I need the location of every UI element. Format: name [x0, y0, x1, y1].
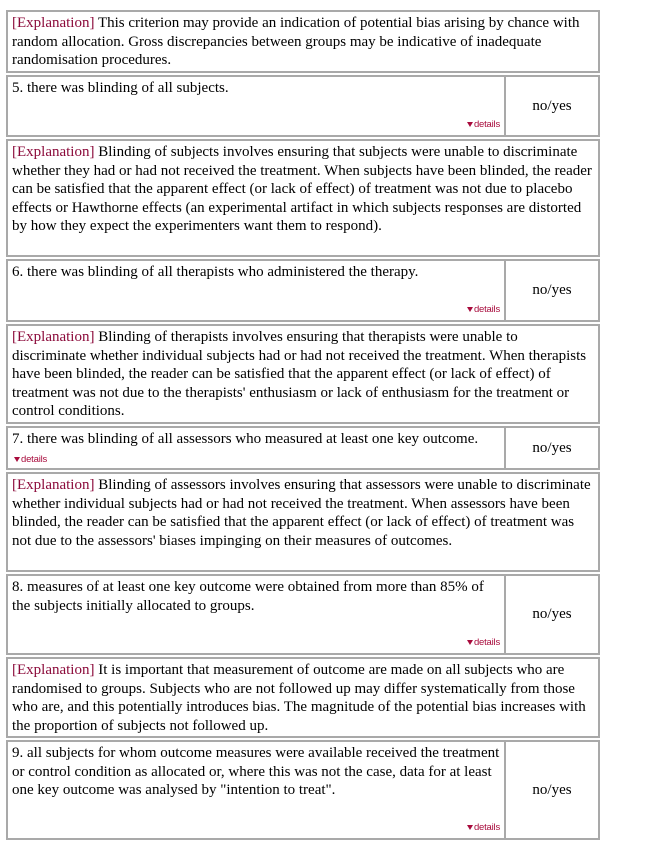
criterion-text: . all subjects for whom outcome measures were available received the treatment or control condition as allocated or, where this was not the case, data for at least one key outcome was analysed by "intention to treat".: [12, 745, 500, 798]
answer-cell[interactable]: [506, 576, 598, 653]
triangle-down-icon: [467, 640, 473, 645]
details-label: details: [473, 821, 500, 833]
criterion-number: 7: [12, 431, 20, 447]
answer-value: no/yes: [532, 97, 572, 114]
criterion-question: [8, 261, 506, 320]
explanation-random-allocation: [6, 10, 600, 73]
answer-cell[interactable]: [506, 77, 598, 135]
criterion-question: [8, 576, 506, 653]
criterion-question: [8, 77, 506, 135]
triangle-down-icon: [467, 122, 473, 127]
criterion-number: 9: [12, 745, 20, 761]
explanation-assessor-blinding: [6, 472, 600, 572]
criterion-text: . there was blinding of all therapists who administered the therapy.: [19, 264, 419, 280]
answer-value: no/yes: [532, 282, 572, 298]
triangle-down-icon: [467, 825, 473, 830]
explanation-tag: [Explanation]: [12, 662, 95, 678]
criterion-question: [8, 428, 506, 468]
explanation-text: Blinding of assessors involves ensuring that assessors were unable to discriminate whether individual subjects had or had not received the treatment. When assessors have been blinded, the reader can be satisfied that the apparent effect (or lack of effect) of treatment was not due to the assessors' biases impinging on their measures of outcomes.: [12, 477, 591, 549]
answer-cell[interactable]: [506, 261, 598, 320]
details-link[interactable]: [467, 116, 500, 135]
explanation-tag: [Explanation]: [12, 477, 95, 493]
criterion-text: . measures of at least one key outcome were obtained from more than 85% of the subjects initially allocated to groups.: [12, 579, 484, 614]
explanation-follow-up: [6, 657, 600, 738]
explanation-tag: [Explanation]: [12, 144, 95, 160]
explanation-tag: [Explanation]: [12, 15, 95, 31]
criterion-6: [6, 259, 600, 322]
criterion-9: [6, 740, 600, 840]
criteria-table: [6, 10, 600, 842]
answer-cell[interactable]: [506, 428, 598, 468]
answer-value: no/yes: [532, 606, 572, 622]
explanation-therapist-blinding: [6, 324, 600, 424]
criterion-number: 6: [12, 264, 20, 280]
answer-value: no/yes: [532, 439, 572, 456]
answer-cell[interactable]: [506, 742, 598, 838]
details-link[interactable]: [467, 301, 500, 320]
explanation-text: Blinding of therapists involves ensuring that therapists were unable to discriminate whether individual subjects had or had not received the treatment. When therapists have been blinded, the reader can be satisfied that the apparent effect (or lack of effect) of treatment was not due to the therapists' enthusiasm or lack of enthusiasm for the treatment or control conditions.: [12, 329, 587, 419]
explanation-tag: [Explanation]: [12, 329, 95, 345]
criterion-question: [8, 742, 506, 838]
criterion-text: . there was blinding of all assessors who measured at least one key outcome.: [19, 431, 479, 447]
triangle-down-icon: [14, 457, 20, 462]
criterion-5: [6, 75, 600, 137]
criterion-8: [6, 574, 600, 655]
criterion-number: 5: [12, 80, 20, 96]
criterion-7: [6, 426, 600, 470]
details-label: details: [473, 118, 500, 130]
explanation-text: This criterion may provide an indication of potential bias arising by chance with random allocation. Gross discrepancies between groups may be indicative of inadequate randomisation procedures.: [12, 15, 580, 68]
details-label: details: [21, 453, 48, 465]
criterion-text: . there was blinding of all subjects.: [19, 80, 229, 96]
details-link[interactable]: [14, 454, 47, 465]
details-label: details: [473, 303, 500, 315]
explanation-subject-blinding: [6, 139, 600, 257]
explanation-text: Blinding of subjects involves ensuring that subjects were unable to discriminate whether they had or had not received the treatment. When subjects have been blinded, the reader can be satisfied that the apparent effect (or lack of effect) of treatment was not due to placebo effects or Hawthorne effects (an experimental artifact in which subjects responses are distorted by how they expect the experimenters want them to respond).: [12, 144, 592, 234]
explanation-text: It is important that measurement of outcome are made on all subjects who are randomised to groups. Subjects who are not followed up may differ systematically from those who are, and this potentially introduces bias. The magnitude of the potential bias increases with the proportion of subjects not followed up.: [12, 662, 586, 734]
criterion-number: 8: [12, 579, 20, 595]
details-label: details: [473, 636, 500, 648]
details-link[interactable]: [467, 634, 500, 653]
answer-value: no/yes: [532, 781, 572, 798]
triangle-down-icon: [467, 307, 473, 312]
details-link[interactable]: [467, 819, 500, 838]
